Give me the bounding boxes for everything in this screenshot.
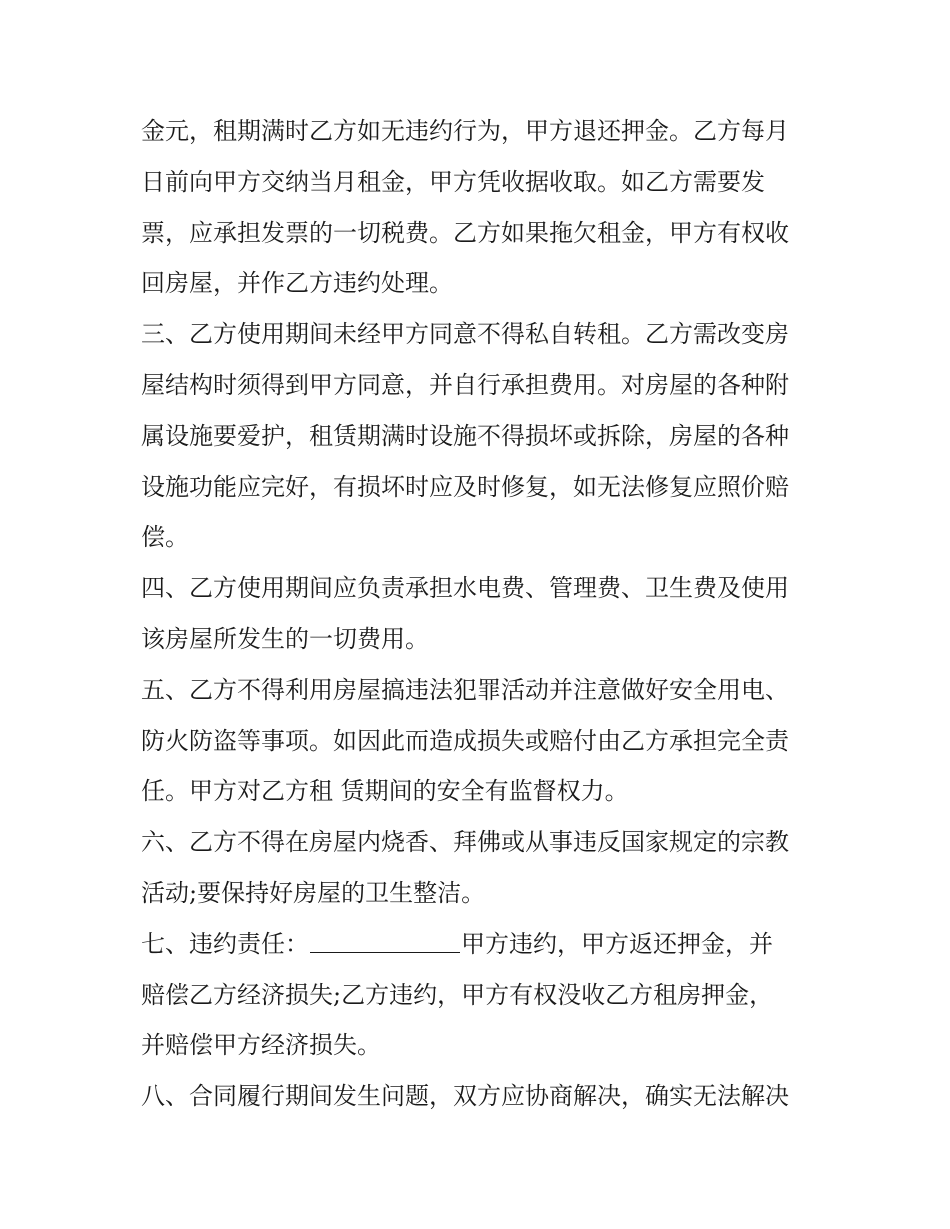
text-line: 屋结构时须得到甲方同意，并自行承担费用。对房屋的各种附: [141, 370, 789, 399]
text-line: 设施功能应完好，有损坏时应及时修复，如无法修复应照价赔: [141, 472, 789, 501]
text-line: 属设施要爱护，租赁期满时设施不得损坏或拆除，房屋的各种: [141, 421, 789, 450]
text-line: 防火防盗等事项。如因此而造成损失或赔付由乙方承担完全责: [141, 726, 789, 755]
text-line: 并赔偿甲方经济损失。: [141, 1031, 381, 1060]
clause-8-heading-line: 八、合同履行期间发生问题，双方应协商解决，确实无法解决: [141, 1082, 789, 1111]
text-line: 回房屋，并作乙方违约处理。: [141, 269, 453, 298]
clause-7-prefix: 七、违约责任：: [141, 929, 309, 958]
text-line: 偿。: [141, 523, 189, 552]
fill-in-blank[interactable]: [310, 934, 460, 953]
clause-4-heading-line: 四、乙方使用期间应负责承担水电费、管理费、卫生费及使用: [141, 574, 789, 603]
text-line: 任。甲方对乙方租 赁期间的安全有监督权力。: [141, 777, 629, 806]
text-line: 金元，租期满时乙方如无违约行为，甲方退还押金。乙方每月: [141, 117, 789, 145]
clause-6-heading-line: 六、乙方不得在房屋内烧香、拜佛或从事违反国家规定的宗教: [141, 828, 789, 857]
contract-body: [141, 106, 821, 1122]
text-line: 日前向甲方交纳当月租金，甲方凭收据收取。如乙方需要发: [141, 167, 765, 196]
text-line: 赔偿乙方经济损失;乙方违约，甲方有权没收乙方租房押金，: [141, 980, 774, 1009]
clause-7-suffix: 甲方违约，甲方返还押金，并: [461, 929, 773, 958]
text-line: 该房屋所发生的一切费用。: [141, 624, 429, 653]
clause-7-heading-line: [141, 919, 821, 970]
text-line: 活动;要保持好房屋的卫生整洁。: [141, 878, 486, 907]
clause-3-heading-line: 三、乙方使用期间未经甲方同意不得私自转租。乙方需改变房: [141, 320, 789, 349]
text-line: 票，应承担发票的一切税费。乙方如果拖欠租金，甲方有权收: [141, 218, 789, 247]
clause-5-heading-line: 五、乙方不得利用房屋搞违法犯罪活动并注意做好安全用电、: [141, 675, 789, 704]
